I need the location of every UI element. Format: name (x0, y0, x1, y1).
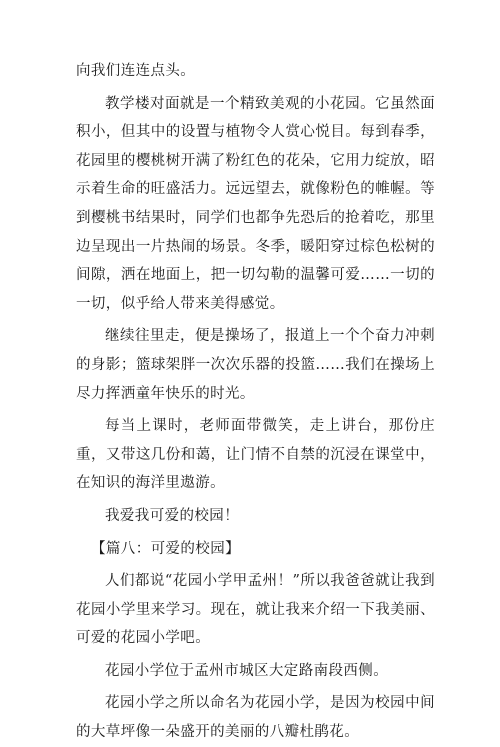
paragraph: 继续往里走，便是操场了，报道上一个个奋力冲刺的身影；篮球架胖一次次乐器的投篮……我们在操场上尽力挥洒童年快乐的时光。 (76, 328, 435, 402)
paragraph: 向我们连连点头。 (76, 63, 196, 79)
paragraph: 花园小学之所以命名为花园小学，是因为校园中间的大草坪像一朵盛开的美丽的八瓣杜鹃花。 (76, 695, 435, 741)
paragraph: 每当上课时，老师面带微笑，走上讲台，那份庄重，又带这几份和蔼，让门情不自禁的沉浸在课堂中，在知识的海洋里遨游。 (76, 418, 435, 492)
paragraph: 教学楼对面就是一个精致美观的小花园。它虽然面积小，但其中的设置与植物令人赏心悦目。每到春季，花园里的樱桃树开满了粉红色的花朵，它用力绽放，昭示着生命的旺盛活力。远远望去，就像粉色的帷幄。等到樱桃书结果时，同学们也都争先恐后的抢着吃，那里边呈现出一片热闹的场景。冬季，暖阳穿过棕色松树的间隙，洒在地面上，把一切勾勒的温馨可爱……一切的一切，似乎给人带来美得感觉。 (76, 95, 435, 312)
section-heading: 【篇八：可爱的校园】 (91, 540, 240, 557)
paragraph: 我爱我可爱的校园！ (105, 507, 240, 524)
paragraph: 人们都说“花园小学甲孟州！”所以我爸爸就让我到花园小学里来学习。现在，就让我来介绍一下我美丽、可爱的花园小学吧。 (76, 573, 435, 647)
paragraph: 花园小学位于孟州市城区大定路南段西侧。 (105, 662, 389, 679)
